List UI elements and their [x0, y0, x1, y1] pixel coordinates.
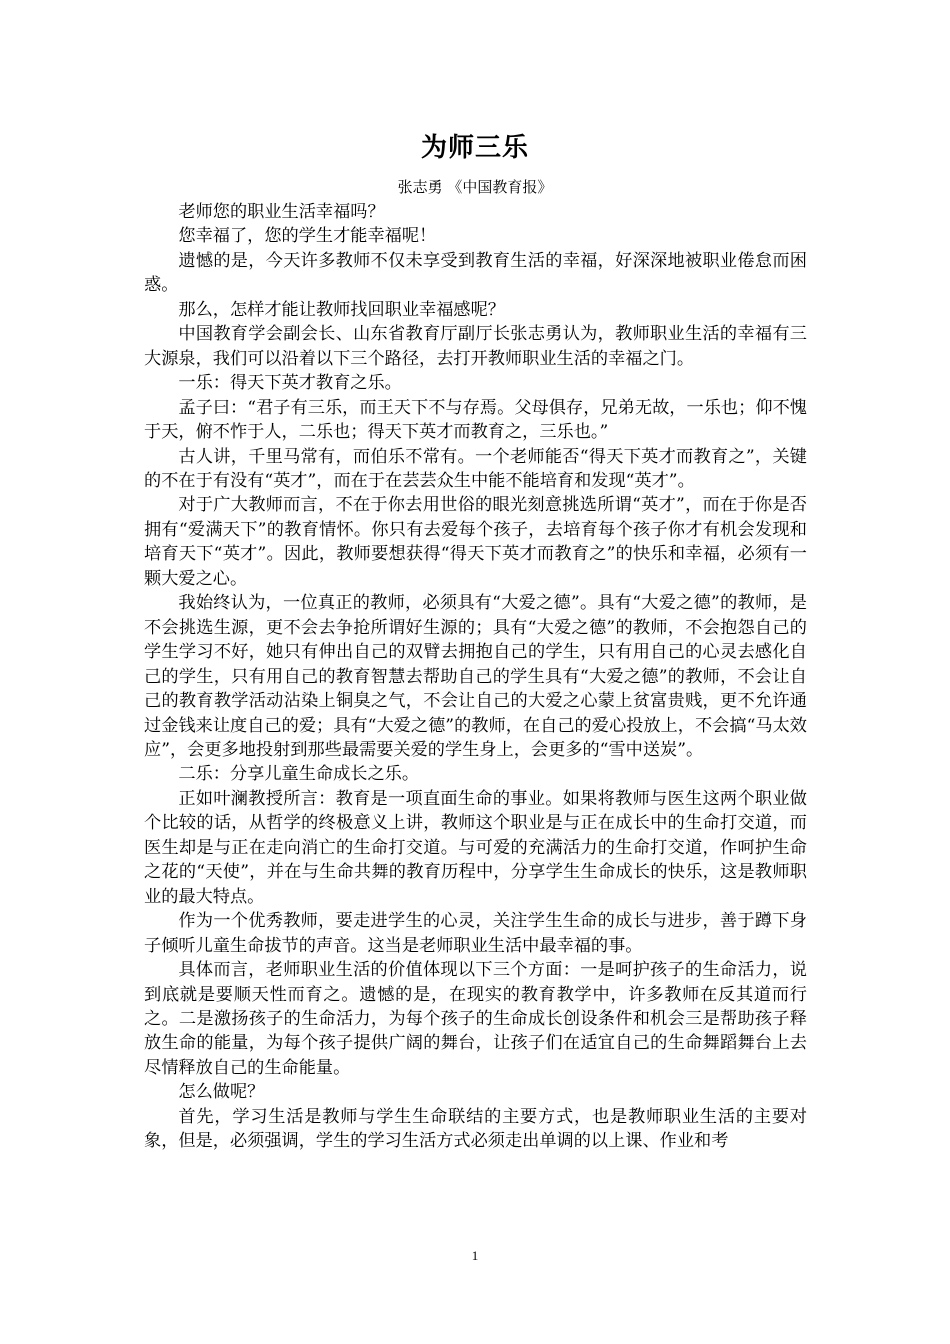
document-body — [144, 200, 807, 1154]
paragraph: 对于广大教师而言，不在于你去用世俗的眼光刻意挑选所谓“英才”，而在于你是否拥有“爱满天下”的教育情怀。你只有去爱每个孩子，去培育每个孩子你才有机会发现和培育天下“英才”。因此，教师要想获得“得天下英才而教育之”的快乐和幸福，必须有一颗大爱之心。 — [144, 495, 807, 589]
paragraph: 那么，怎样才能让教师找回职业幸福感呢？ — [178, 299, 505, 320]
paragraph: 遗憾的是，今天许多教师不仅未享受到教育生活的幸福，好深深地被职业倦怠而困惑。 — [144, 250, 807, 296]
paragraph: 您幸福了，您的学生才能幸福呢！ — [178, 226, 437, 247]
paragraph: 怎么做呢？ — [178, 1082, 265, 1103]
author-byline: 张志勇 《中国教育报》 — [397, 178, 553, 196]
page-number: 1 — [471, 1248, 479, 1263]
paragraph: 具体而言，老师职业生活的价值体现以下三个方面：一是呵护孩子的生命活力，说到底就是要顺天性而育之。遗憾的是，在现实的教育教学中，许多教师在反其道而行之。二是激扬孩子的生命活力，为每个孩子的生命成长创设条件和机会三是帮助孩子释放生命的能量，为每个孩子提供广阔的舞台，让孩子们在适宜自己的生命舞蹈舞台上去尽情释放自己的生命能量。 — [144, 960, 807, 1078]
paragraph: 作为一个优秀教师，要走进学生的心灵，关注学生生命的成长与进步，善于蹲下身子倾听儿童生命拔节的声音。这当是老师职业生活中最幸福的事。 — [144, 911, 807, 956]
paragraph: 老师您的职业生活幸福吗？ — [178, 202, 385, 222]
section-heading: 二乐：分享儿童生命成长之乐。 — [178, 764, 420, 785]
paragraph: 古人讲，千里马常有，而伯乐不常有。一个老师能否“得天下英才而教育之”，关键的不在于有没有“英才”，而在于在芸芸众生中能不能培育和发现“英才”。 — [144, 446, 807, 491]
paragraph: 我始终认为，一位真正的教师，必须具有“大爱之德”。具有“大爱之德”的教师，是不会挑选生源，更不会去争抢所谓好生源的；具有“大爱之德”的教师，不会抱怨自己的学生学习不好，她只有伸出自己的双臂去拥抱自己的学生，只有用自己的心灵去感化自己的学生，只有用自己的教育智慧去帮助自己的学生具有“大爱之德”的教师，不会让自己的教育教学活动沾染上铜臭之气，不会让自己的大爱之心蒙上贫富贵贱，更不允许通过金钱来让度自己的爱；具有“大爱之德”的教师，在自己的爱心投放上，不会搞“马太效应”，会更多地投射到那些最需要关爱的学生身上，会更多的“雪中送炭”。 — [144, 593, 807, 760]
paragraph: 首先，学习生活是教师与学生生命联结的主要方式，也是教师职业生活的主要对象，但是，必须强调，学生的学习生活方式必须走出单调的以上课、作业和考 — [144, 1106, 807, 1152]
paragraph: 孟子曰：“君子有三乐，而王天下不与存焉。父母俱存，兄弟无故，一乐也；仰不愧于天，俯不怍于人，二乐也；得天下英才而教育之，三乐也。” — [144, 397, 807, 443]
document-title: 为师三乐 — [420, 133, 529, 163]
paragraph: 正如叶澜教授所言：教育是一项直面生命的事业。如果将教师与医生这两个职业做个比较的话，从哲学的终极意义上讲，教师这个职业是与正在成长中的生命打交道，而医生却是与正在走向消亡的生命打交道。与可爱的充满活力的生命打交道，作呵护生命之花的“天使”，并在与生命共舞的教育历程中，分享学生生命成长的快乐，这是教师职业的最大特点。 — [144, 788, 807, 907]
section-heading: 一乐：得天下英才教育之乐。 — [178, 373, 402, 394]
paragraph: 中国教育学会副会长、山东省教育厅副厅长张志勇认为，教师职业生活的幸福有三大源泉，我们可以沿着以下三个路径，去打开教师职业生活的幸福之门。 — [144, 324, 807, 369]
